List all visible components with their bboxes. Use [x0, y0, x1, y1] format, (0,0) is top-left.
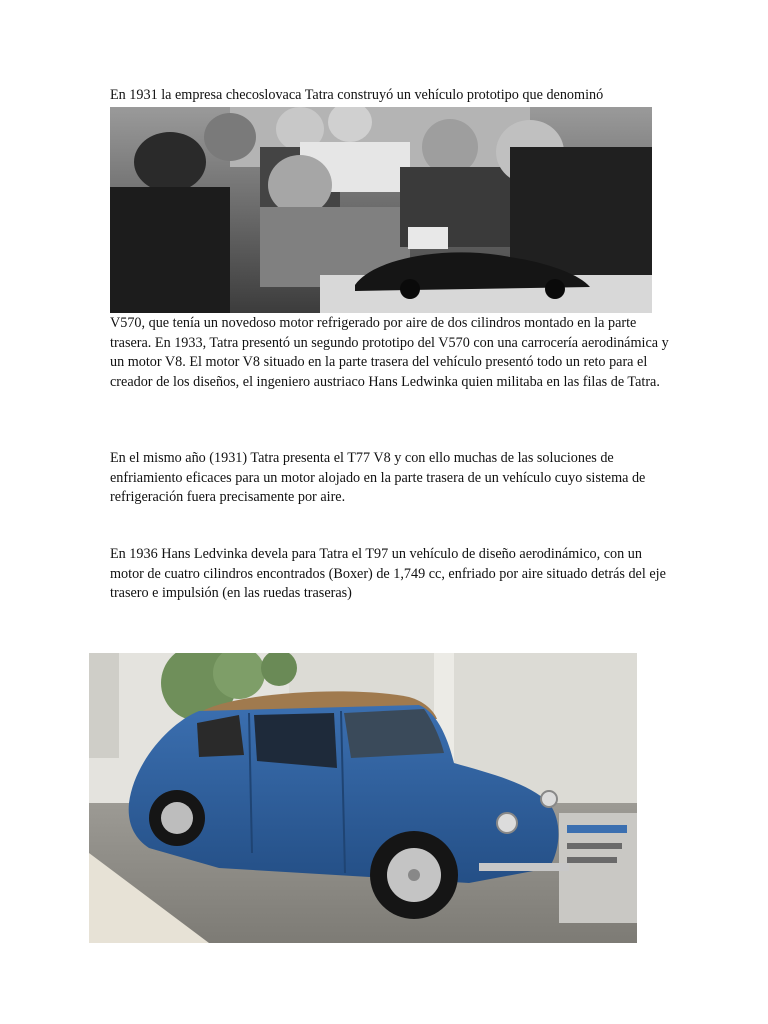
- car-photo: [89, 653, 637, 943]
- historical-photo: [110, 107, 652, 313]
- paragraph-1: V570, que tenía un novedoso motor refrigerado por aire de dos cilindros montado en la parte trasera. En 1933, Tatra presentó un segundo prototipo del V570 con una carrocería aerodinámica y un motor V8. El motor V8 situado en la parte trasera del vehículo presentó todo un reto para el creador de los diseños, el ingeniero austriaco Hans Ledwinka quien militaba en las filas de Tatra.: [110, 315, 669, 390]
- paragraph-2: En el mismo año (1931) Tatra presenta el T77 V8 y con ello muchas de las soluciones de enfriamiento eficaces para un motor alojado en la parte trasera de un vehículo cuyo sistema de refrigeración fuera precisamente por aire.: [110, 450, 646, 506]
- paragraph-3: En 1936 Hans Ledvinka devela para Tatra el T97 un vehículo de diseño aerodinámico, con un motor de cuatro cilindros encontrados (Boxer) de 1,749 cc, enfriado por aire situado detrás del eje trasero e impulsión (en las ruedas traseras): [110, 546, 666, 602]
- intro-line: En 1931 la empresa checoslovaca Tatra construyó un vehículo prototipo que denominó: [110, 87, 604, 103]
